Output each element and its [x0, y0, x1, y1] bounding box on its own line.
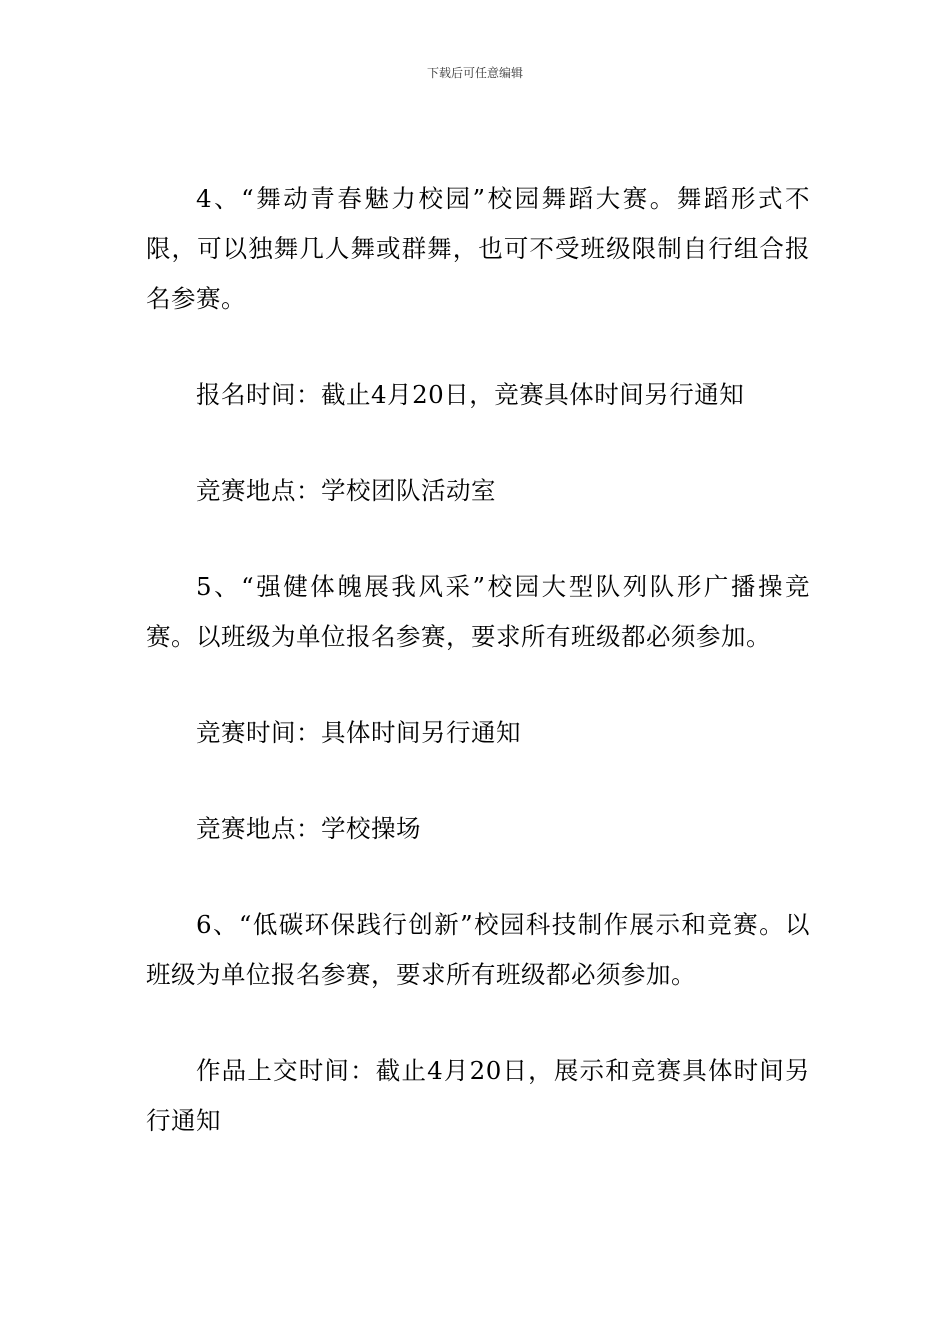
paragraph-dance-contest: 4、“舞动青春魅力校园”校园舞蹈大赛。舞蹈形式不限，可以独舞几人舞或群舞，也可不受班级限制自行组合报名参赛。	[146, 184, 810, 313]
document-body	[146, 174, 810, 1192]
paragraph-exercise-venue: 竞赛地点：学校操场	[196, 814, 421, 843]
paragraph-tech-submission-time: 作品上交时间：截止4月20日，展示和竞赛具体时间另行通知	[146, 1056, 810, 1135]
paragraph-exercise-contest: 5、“强健体魄展我风采”校园大型队列队形广播操竞赛。以班级为单位报名参赛，要求所有班级都必须参加。	[146, 572, 810, 651]
page-header: 下载后可任意编辑	[426, 66, 523, 80]
paragraph-tech-contest: 6、“低碳环保践行创新”校园科技制作展示和竞赛。以班级为单位报名参赛，要求所有班级都必须参加。	[146, 910, 810, 989]
paragraph-exercise-time: 竞赛时间：具体时间另行通知	[196, 718, 521, 747]
paragraph-dance-registration-time: 报名时间：截止4月20日，竞赛具体时间另行通知	[196, 380, 745, 409]
paragraph-dance-venue: 竞赛地点：学校团队活动室	[196, 476, 496, 505]
